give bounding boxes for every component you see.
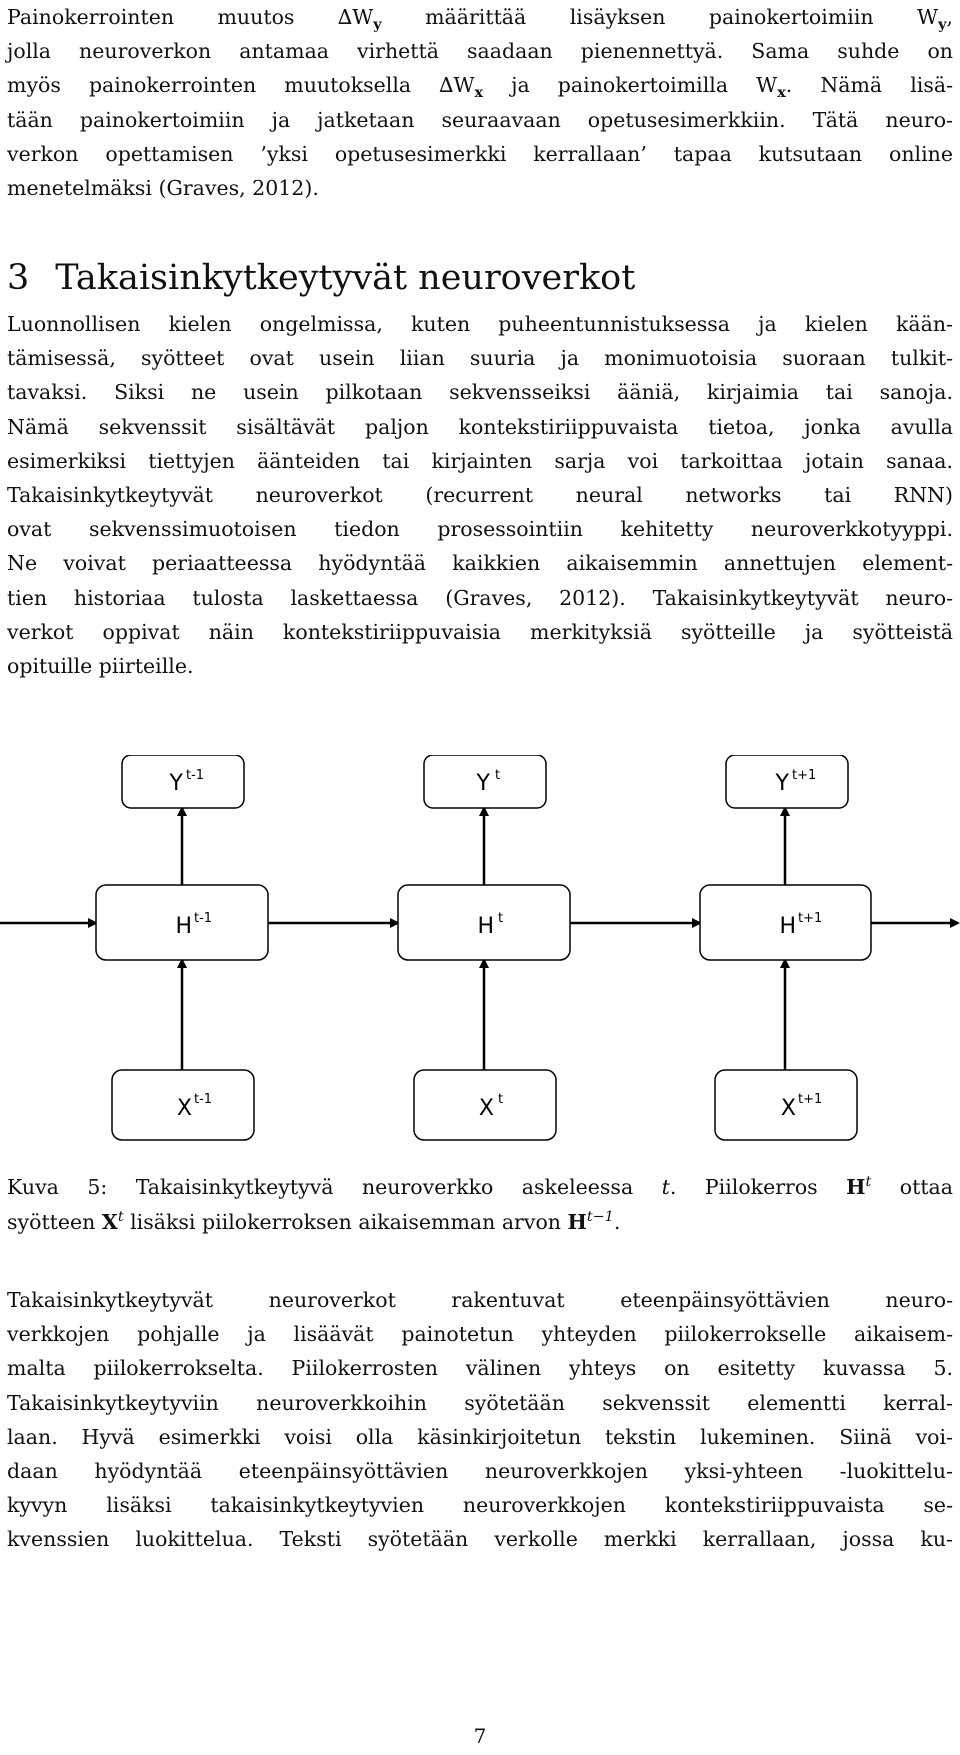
caption-line-2: syötteen $X^t$ lisäksi piilokerroksen aikaisemman arvon $H^{t-1}$. [7, 1209, 621, 1234]
paragraph-bottom-line: laan. Hyvä esimerkki voisi olla käsinkirjoitetun tekstin lukeminen. Siinä voi- [7, 1424, 953, 1449]
caption-line-1: Kuva 5: Takaisinkytkeytyvä neuroverkko askeleessa t. Piilokerros $H^t$ ottaa [7, 1174, 953, 1199]
paragraph-bottom-line: malta piilokerrokselta. Piilokerrosten välinen yhteys on esitetty kuvassa 5. [7, 1356, 953, 1381]
paragraph-section-line: ovat sekvenssimuotoisen tiedon prosessointiin kehitetty neuroverkkotyyppi. [7, 517, 953, 542]
svg-text:t+1: t+1 [798, 1092, 823, 1107]
section-heading [7, 258, 635, 298]
paragraph-section-line: Takaisinkytkeytyvät neuroverkot (recurrent neural networks tai RNN) [7, 483, 953, 508]
paragraph-section-line: Nämä sekvenssit sisältävät paljon kontekstiriippuvaista tietoa, jonka avulla [7, 414, 953, 439]
figure-caption [7, 1170, 953, 1240]
node-h-prev [96, 885, 268, 960]
svg-text:H: H [175, 914, 192, 939]
paragraph-bottom-line: daan hyödyntää eteenpäinsyöttävien neuroverkkojen yksi-yhteen -luokittelu- [7, 1459, 953, 1484]
node-x-cur [414, 1070, 556, 1140]
section-title: Takaisinkytkeytyvät neuroverkot [55, 258, 636, 298]
paragraph-bottom-line: kvenssien luokittelua. Teksti syötetään verkolle merkki kerrallaan, jossa ku- [7, 1527, 953, 1552]
svg-text:t-1: t-1 [186, 768, 205, 783]
page-number: 7 [473, 1724, 487, 1748]
paragraph-section-line: verkot oppivat näin kontekstiriippuvaisia merkityksiä syötteille ja syötteistä [7, 619, 953, 644]
paragraph-section-line: tämisessä, syötteet ovat usein liian suuria ja monimuotoisia suoraan tulkit- [7, 346, 953, 371]
paragraph-section-line: esimerkiksi tiettyjen äänteiden tai kirjainten sarja voi tarkoittaa jotain sanaa. [7, 448, 953, 473]
paragraph-section [7, 307, 953, 683]
paragraph-section-line: opituille piirteille. [7, 654, 194, 679]
svg-text:H: H [477, 914, 494, 939]
paragraph-top-line-3: myös painokerrointen muutoksella $\Delta W_x$ ja painokertoimilla $W_x$. Nämä lisä- [7, 73, 953, 102]
paragraph-top-line-2: jolla neuroverkon antamaa virhettä saadaan pienennettyä. Sama suhde on [7, 39, 953, 64]
node-x-prev [112, 1070, 254, 1140]
paragraph-section-line: Ne voivat periaatteessa hyödyntää kaikkien aikaisemmin annettujen element- [7, 551, 953, 576]
svg-text:t+1: t+1 [798, 911, 823, 926]
rnn-diagram [0, 755, 960, 1155]
paragraph-bottom-line: kyvyn lisäksi takaisinkytkeytyvien neuroverkkojen kontekstiriippuvaista se- [7, 1493, 953, 1518]
svg-text:Y: Y [775, 771, 789, 796]
node-y-next [726, 755, 848, 808]
svg-text:t-1: t-1 [194, 1092, 213, 1107]
node-x-next [715, 1070, 857, 1140]
paragraph-bottom [7, 1283, 953, 1557]
node-y-prev [122, 755, 244, 808]
svg-text:Y: Y [169, 771, 183, 796]
svg-text:Y: Y [476, 771, 490, 796]
svg-text:X: X [780, 1096, 796, 1121]
svg-text:X: X [478, 1096, 494, 1121]
paragraph-section-line: tavaksi. Siksi ne usein pilkotaan sekvensseiksi ääniä, kirjaimia tai sanoja. [7, 380, 953, 405]
svg-text:t+1: t+1 [792, 768, 817, 783]
node-h-cur [398, 885, 570, 960]
svg-text:t: t [495, 768, 501, 783]
svg-text:t-1: t-1 [194, 911, 213, 926]
node-y-cur [424, 755, 546, 808]
paragraph-bottom-line: Takaisinkytkeytyvät neuroverkot rakentuvat eteenpäinsyöttävien neuro- [7, 1288, 953, 1312]
paragraph-section-line: Luonnollisen kielen ongelmissa, kuten puheentunnistuksessa ja kielen kään- [7, 312, 953, 336]
paragraph-bottom-line: Takaisinkytkeytyviin neuroverkkoihin syötetään sekvenssit elementti kerral- [7, 1390, 953, 1415]
paragraph-section-line: tien historiaa tulosta laskettaessa (Graves, 2012). Takaisinkytkeytyvät neuro- [7, 585, 953, 610]
paragraph-top-line-6: menetelmäksi (Graves, 2012). [7, 176, 319, 201]
paragraph-bottom-line: verkkojen pohjalle ja lisäävät painotetun yhteyden piilokerrokselle aikaisem- [7, 1322, 953, 1347]
svg-text:X: X [176, 1096, 192, 1121]
svg-text:t: t [498, 1092, 504, 1107]
paragraph-top-line-5: verkon opettamisen ’yksi opetusesimerkki kerrallaan’ tapaa kutsutaan online [7, 141, 953, 166]
section-number: 3 [7, 258, 30, 298]
paragraph-top-line-1: Painokerrointen muutos $\Delta W_y$ määrittää lisäyksen painokertoimiin $W_y$, [7, 5, 953, 34]
paragraph-top [7, 0, 953, 205]
svg-text:H: H [779, 914, 796, 939]
paragraph-top-line-4: tään painokertoimiin ja jatketaan seuraavaan opetusesimerkkiin. Tätä neuro- [7, 107, 953, 132]
node-h-next [700, 885, 871, 960]
svg-text:t: t [498, 911, 504, 926]
